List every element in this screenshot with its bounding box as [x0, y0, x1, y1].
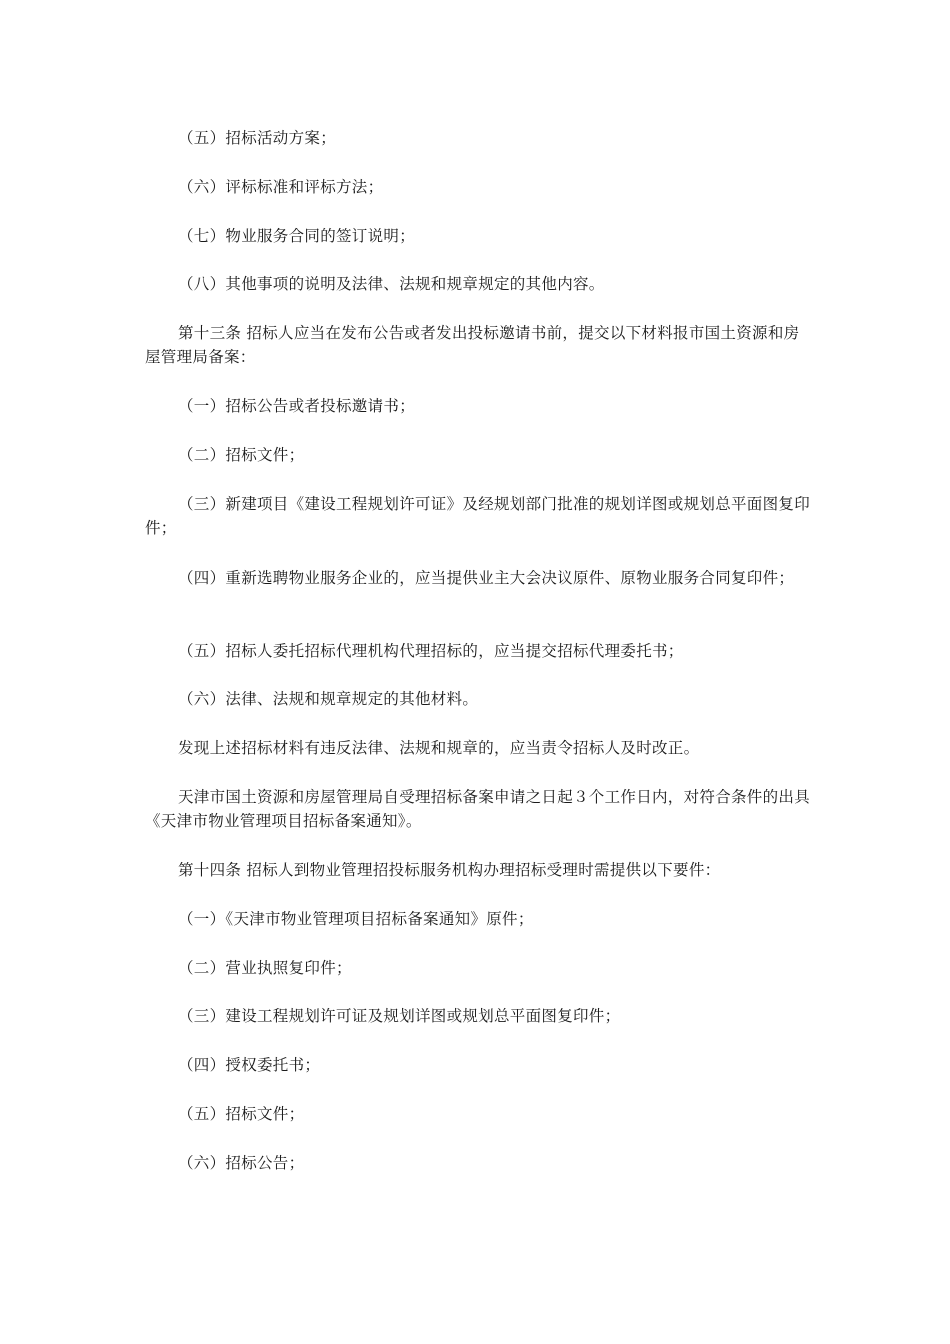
paragraph-2: （六）评标标准和评标方法； [178, 178, 384, 196]
paragraph-13: 天津市国土资源和房屋管理局自受理招标备案申请之日起３个工作日内，对符合条件的出具《天津市物业管理项目招标备案通知》。 [145, 788, 811, 830]
paragraph-11: （六）法律、法规和规章规定的其他材料。 [178, 690, 479, 708]
paragraph-9: （四）重新选聘物业服务企业的，应当提供业主大会决议原件、原物业服务合同复印件； [178, 569, 795, 587]
paragraph-10: （五）招标人委托招标代理机构代理招标的，应当提交招标代理委托书； [178, 642, 684, 660]
document-page [145, 0, 810, 1344]
paragraph-18: （四）授权委托书； [178, 1056, 321, 1074]
paragraph-4: （八）其他事项的说明及法律、法规和规章规定的其他内容。 [178, 275, 605, 293]
paragraph-12: 发现上述招标材料有违反法律、法规和规章的，应当责令招标人及时改正。 [178, 739, 700, 757]
paragraph-6: （一）招标公告或者投标邀请书； [178, 397, 416, 415]
paragraph-3: （七）物业服务合同的签订说明； [178, 227, 416, 245]
paragraph-17: （三）建设工程规划许可证及规划详图或规划总平面图复印件； [178, 1007, 621, 1025]
paragraph-20: （六）招标公告； [178, 1154, 305, 1172]
paragraph-19: （五）招标文件； [178, 1105, 305, 1123]
paragraph-8: （三）新建项目《建设工程规划许可证》及经规划部门批准的规划详图或规划总平面图复印件； [145, 495, 811, 537]
paragraph-16: （二）营业执照复印件； [178, 959, 352, 977]
paragraph-14: 第十四条 招标人到物业管理招投标服务机构办理招标受理时需提供以下要件： [178, 861, 721, 879]
paragraph-1: （五）招标活动方案； [178, 129, 337, 147]
paragraph-15: （一）《天津市物业管理项目招标备案通知》原件； [178, 910, 534, 928]
paragraph-5: 第十三条 招标人应当在发布公告或者发出投标邀请书前，提交以下材料报市国土资源和房屋管理局备案： [145, 324, 800, 366]
paragraph-7: （二）招标文件； [178, 446, 305, 464]
